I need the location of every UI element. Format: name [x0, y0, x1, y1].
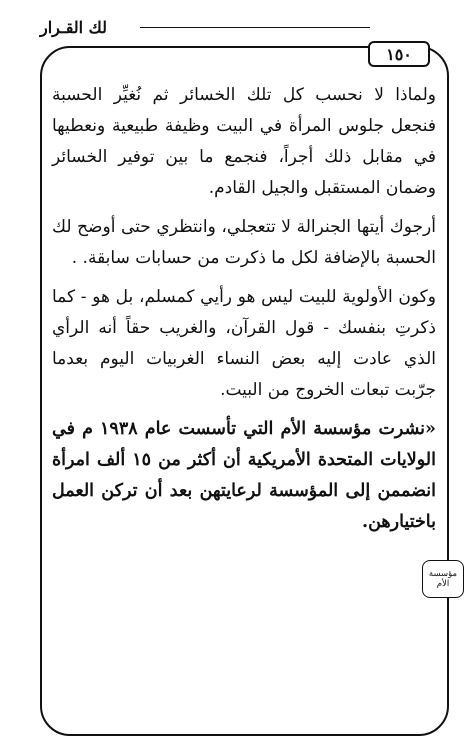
running-header-title: لك القـرار [40, 18, 108, 37]
page-number: ١٥٠ [368, 41, 430, 67]
paragraph: وكون الأولوية للبيت ليس هو رأيي كمسلم، بل هو - كما ذكرتِ بنفسك - قول القرآن، والغريب حقاً أنه الرأي الذي عادت إليه بعض النساء الغربيات اليوم بعدما جرّبت تبعات الخروج من البيت. [52, 287, 436, 400]
quoted-paragraph: «نشرت مؤسسة الأم التي تأسست عام ١٩٣٨ م في الولايات المتحدة الأمريكية أن أكثر من ١٥ ألف امرأة انضممن إلى المؤسسة لرعايتهن بعد أن تركن العمل باختيارهن. [52, 419, 436, 532]
paragraph: ولماذا لا نحسب كل تلك الخسائر ثم نُغيِّر الحسبة فنجعل جلوس المرأة في البيت وظيفة طبيعية ونعطيها في مقابل ذلك أجراً، فنجمع ما بين توفير الخسائر وضمان المستقبل والجيل القادم. [52, 85, 436, 198]
page-body [52, 80, 436, 546]
margin-note: مؤسسة الأم [422, 560, 464, 598]
paragraph: أرجوك أيتها الجنرالة لا تتعجلي، وانتظري حتى أوضح لك الحسبة بالإضافة لكل ما ذكرت من حسابات سابقة. . [52, 217, 436, 268]
header-rule [140, 27, 370, 28]
